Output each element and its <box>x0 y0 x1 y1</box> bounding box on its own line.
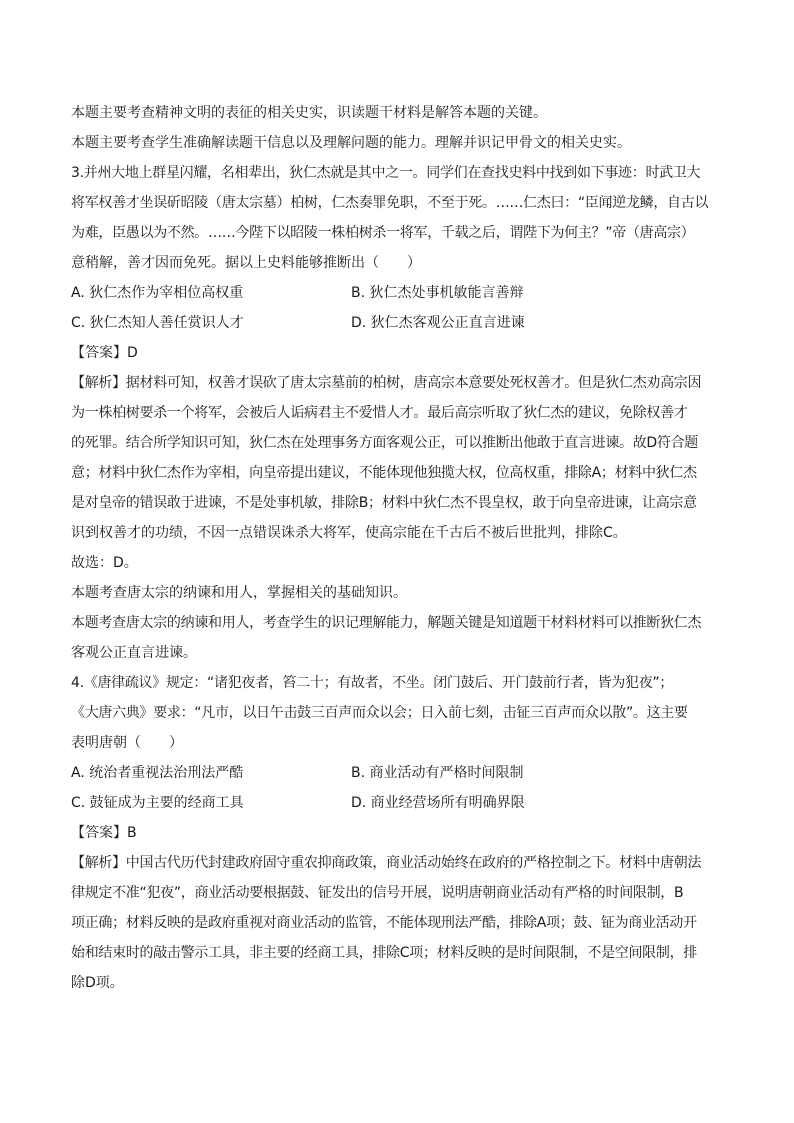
option-c: C. 鼓钲成为主要的经商工具 <box>71 795 244 811</box>
answer-line: 【答案】B <box>71 825 137 841</box>
question-4-stem: 《大唐六典》要求：“凡市，以日午击鼓三百声而众以会；日入前七刻，击钲三百声而众以散”。这主要 <box>71 705 688 721</box>
analysis-line: 是对皇帝的错误敢于进谏，不是处事机敏，排除B；材料中狄仁杰不畏皇权，敢于向皇帝进谏，让高宗意 <box>71 495 697 511</box>
analysis-line: 除D项。 <box>71 975 124 991</box>
summary-line: 本题主要考查精神文明的表征的相关史实，识读题干材料是解答本题的关键。 <box>71 105 547 121</box>
question-4-options-row <box>71 788 723 818</box>
analysis-line: 律规定不准“犯夜”，商业活动要根据鼓、钲发出的信号开展，说明唐朝商业活动有严格的时间限制，B <box>71 885 684 901</box>
question-3-options-row <box>71 278 723 308</box>
analysis-line: 为一株柏树要杀一个将军，会被后人诟病君主不爱惜人才。最后高宗听取了狄仁杰的建议，免除权善才 <box>71 405 688 421</box>
option-a: A. 狄仁杰作为宰相位高权重 <box>71 285 244 301</box>
analysis-line: 始和结束时的敲击警示工具，非主要的经商工具，排除C项；材料反映的是时间限制，不是空间限制，排 <box>71 945 697 961</box>
analysis-line: 【解析】中国古代历代封建政府固守重农抑商政策，商业活动始终在政府的严格控制之下。材料中唐朝法 <box>71 855 702 871</box>
option-c: C. 狄仁杰知人善任赏识人才 <box>71 315 244 331</box>
question-3-stem: 为难，臣愚以为不然。……今陛下以昭陵一株柏树杀一将军，千载之后，谓陛下为何主？”帝（唐高宗） <box>71 225 695 241</box>
analysis-line: 【解析】据材料可知，权善才误砍了唐太宗墓前的柏树，唐高宗本意要处死权善才。但是狄仁杰劝高宗因 <box>71 375 702 391</box>
comment-line: 客观公正直言进谏。 <box>71 645 197 661</box>
comment-line: 本题考查唐太宗的纳谏和用人，掌握相关的基础知识。 <box>71 585 407 601</box>
analysis-line: 项正确；材料反映的是政府重视对商业活动的监管，不能体现刑法严酷，排除A项；鼓、钲为商业活动开 <box>71 915 697 931</box>
option-b: B. 商业活动有严格时间限制 <box>351 765 524 781</box>
comment-line: 本题考查唐太宗的纳谏和用人，考查学生的识记理解能力，解题关键是知道题干材料材料可以推断狄仁杰 <box>71 615 702 631</box>
option-d: D. 狄仁杰客观公正直言进谏 <box>351 315 525 331</box>
answer-line: 【答案】D <box>71 345 138 361</box>
analysis-line: 的死罪。结合所学知识可知，狄仁杰在处理事务方面客观公正，可以推断出他敢于直言进谏。故D符合题 <box>71 435 698 451</box>
analysis-line: 识到权善才的功绩，不因一点错误诛杀大将军，使高宗能在千古后不被后世批判，排除C。 <box>71 525 627 541</box>
question-3-options-row <box>71 308 723 338</box>
question-3-stem: 3.并州大地上群星闪耀，名相辈出，狄仁杰就是其中之一。同学们在查找史料中找到如下事迹：时武卫大 <box>71 165 701 181</box>
option-a: A. 统治者重视法治刑法严酷 <box>71 765 244 781</box>
question-4-stem: 表明唐朝（ ） <box>71 735 183 751</box>
document-page <box>71 98 723 998</box>
summary-line: 本题主要考查学生准确解读题干信息以及理解问题的能力。理解并识记甲骨文的相关史实。 <box>71 135 631 151</box>
question-3-stem: 将军权善才坐误斫昭陵（唐太宗墓）柏树，仁杰奏罪免职，不至于死。……仁杰曰：“臣闻逆龙鳞，自古以 <box>71 195 709 211</box>
option-d: D. 商业经营场所有明确界限 <box>351 795 525 811</box>
option-b: B. 狄仁杰处事机敏能言善辩 <box>351 285 524 301</box>
choice-line: 故选：D。 <box>71 555 138 571</box>
analysis-line: 意；材料中狄仁杰作为宰相，向皇帝提出建议，不能体现他独揽大权，位高权重，排除A；材料中狄仁杰 <box>71 465 697 481</box>
question-4-options-row <box>71 758 723 788</box>
question-4-stem: 4.《唐律疏议》规定：“诸犯夜者，笞二十；有故者，不坐。闭门鼓后、开门鼓前行者，皆为犯夜”； <box>71 675 674 691</box>
question-3-stem: 意稍解，善才因而免死。据以上史料能够推断出（ ） <box>71 255 421 271</box>
